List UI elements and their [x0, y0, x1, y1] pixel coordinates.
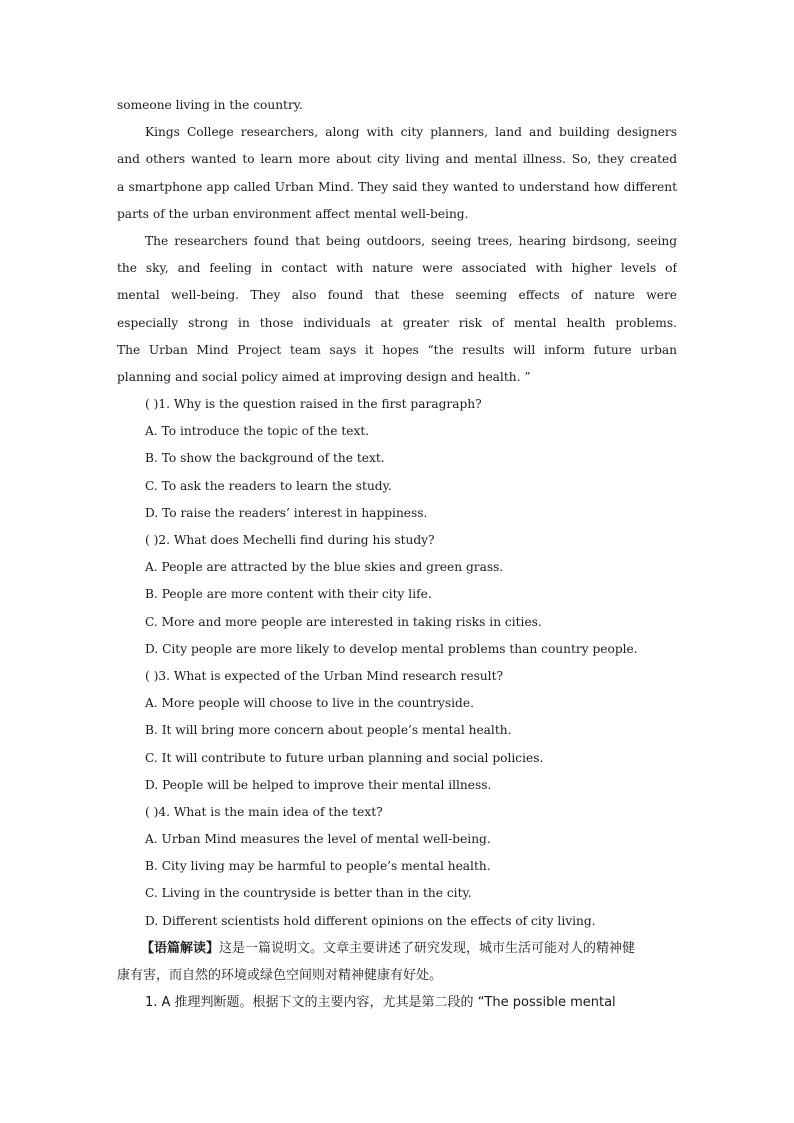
document-page	[117, 92, 677, 1016]
answer-option: D. To raise the readers’ interest in happiness.	[145, 505, 428, 520]
passage-line: and others wanted to learn more about city living and mental illness. So, they created	[117, 152, 677, 167]
passage-line: parts of the urban environment affect mental well-being.	[117, 206, 469, 221]
answer-option: D. City people are more likely to develop mental problems than country people.	[145, 641, 638, 656]
analysis-section	[117, 935, 677, 1017]
question-4	[117, 799, 677, 935]
question-2	[117, 527, 677, 663]
question-3	[117, 663, 677, 799]
answer-option: B. City living may be harmful to people’s mental health.	[145, 859, 491, 874]
answer-option: C. Living in the countryside is better than in the city.	[145, 886, 472, 901]
passage-line: Kings College researchers, along with city planners, land and building designers	[145, 125, 677, 140]
passage-line: especially strong in those individuals at greater risk of mental health problems.	[117, 315, 677, 330]
answer-option: A. More people will choose to live in the countryside.	[145, 696, 474, 711]
passage-line: someone living in the country.	[117, 98, 303, 112]
question-stem: ( )3. What is expected of the Urban Mind research result?	[145, 668, 504, 683]
answer-option: A. Urban Mind measures the level of mental well-being.	[145, 832, 491, 847]
passage-line: a smartphone app called Urban Mind. They said they wanted to understand how different	[117, 179, 677, 194]
question-stem: ( )1. Why is the question raised in the first paragraph?	[145, 397, 482, 412]
answer-option: B. It will bring more concern about people’s mental health.	[145, 723, 512, 738]
answer-option: B. To show the background of the text.	[145, 451, 385, 466]
passage-line: The Urban Mind Project team says it hopes “the results will inform future urban	[117, 342, 677, 357]
answer-option: D. People will be helped to improve their mental illness.	[145, 777, 492, 792]
passage-line: the sky, and feeling in contact with nature were associated with higher levels of	[117, 261, 677, 276]
answer-option: C. To ask the readers to learn the study.	[145, 478, 392, 493]
answer-option: C. It will contribute to future urban planning and social policies.	[145, 750, 544, 765]
answer-explanation: 1. A 推理判断题。根据下文的主要内容，尤其是第二段的 “The possible mental	[145, 995, 616, 1011]
question-stem: ( )2. What does Mechelli find during his study?	[145, 533, 435, 547]
analysis-tag: 【语篇解读】	[141, 940, 220, 956]
answer-option: A. To introduce the topic of the text.	[145, 424, 370, 439]
question-stem: ( )4. What is the main idea of the text?	[145, 804, 383, 819]
passage	[117, 92, 677, 391]
passage-line: mental well-being. They also found that these seeming effects of nature were	[117, 288, 677, 303]
answer-option: C. More and more people are interested in taking risks in cities.	[145, 614, 542, 629]
passage-line: planning and social policy aimed at improving design and health. ”	[117, 369, 531, 384]
analysis-line: 康有害，而自然的环境或绿色空间则对精神健康有好处。	[117, 968, 443, 983]
question-1	[117, 391, 677, 527]
analysis-text: 这是一篇说明文。文章主要讲述了研究发现，城市生活可能对人的精神健	[219, 940, 636, 956]
answer-option: A. People are attracted by the blue skies and green grass.	[145, 560, 504, 575]
answer-option: B. People are more content with their city life.	[145, 587, 432, 602]
answer-option: D. Different scientists hold different opinions on the effects of city living.	[145, 913, 596, 928]
passage-line: The researchers found that being outdoors, seeing trees, hearing birdsong, seeing	[145, 233, 677, 248]
analysis-line	[117, 935, 677, 962]
